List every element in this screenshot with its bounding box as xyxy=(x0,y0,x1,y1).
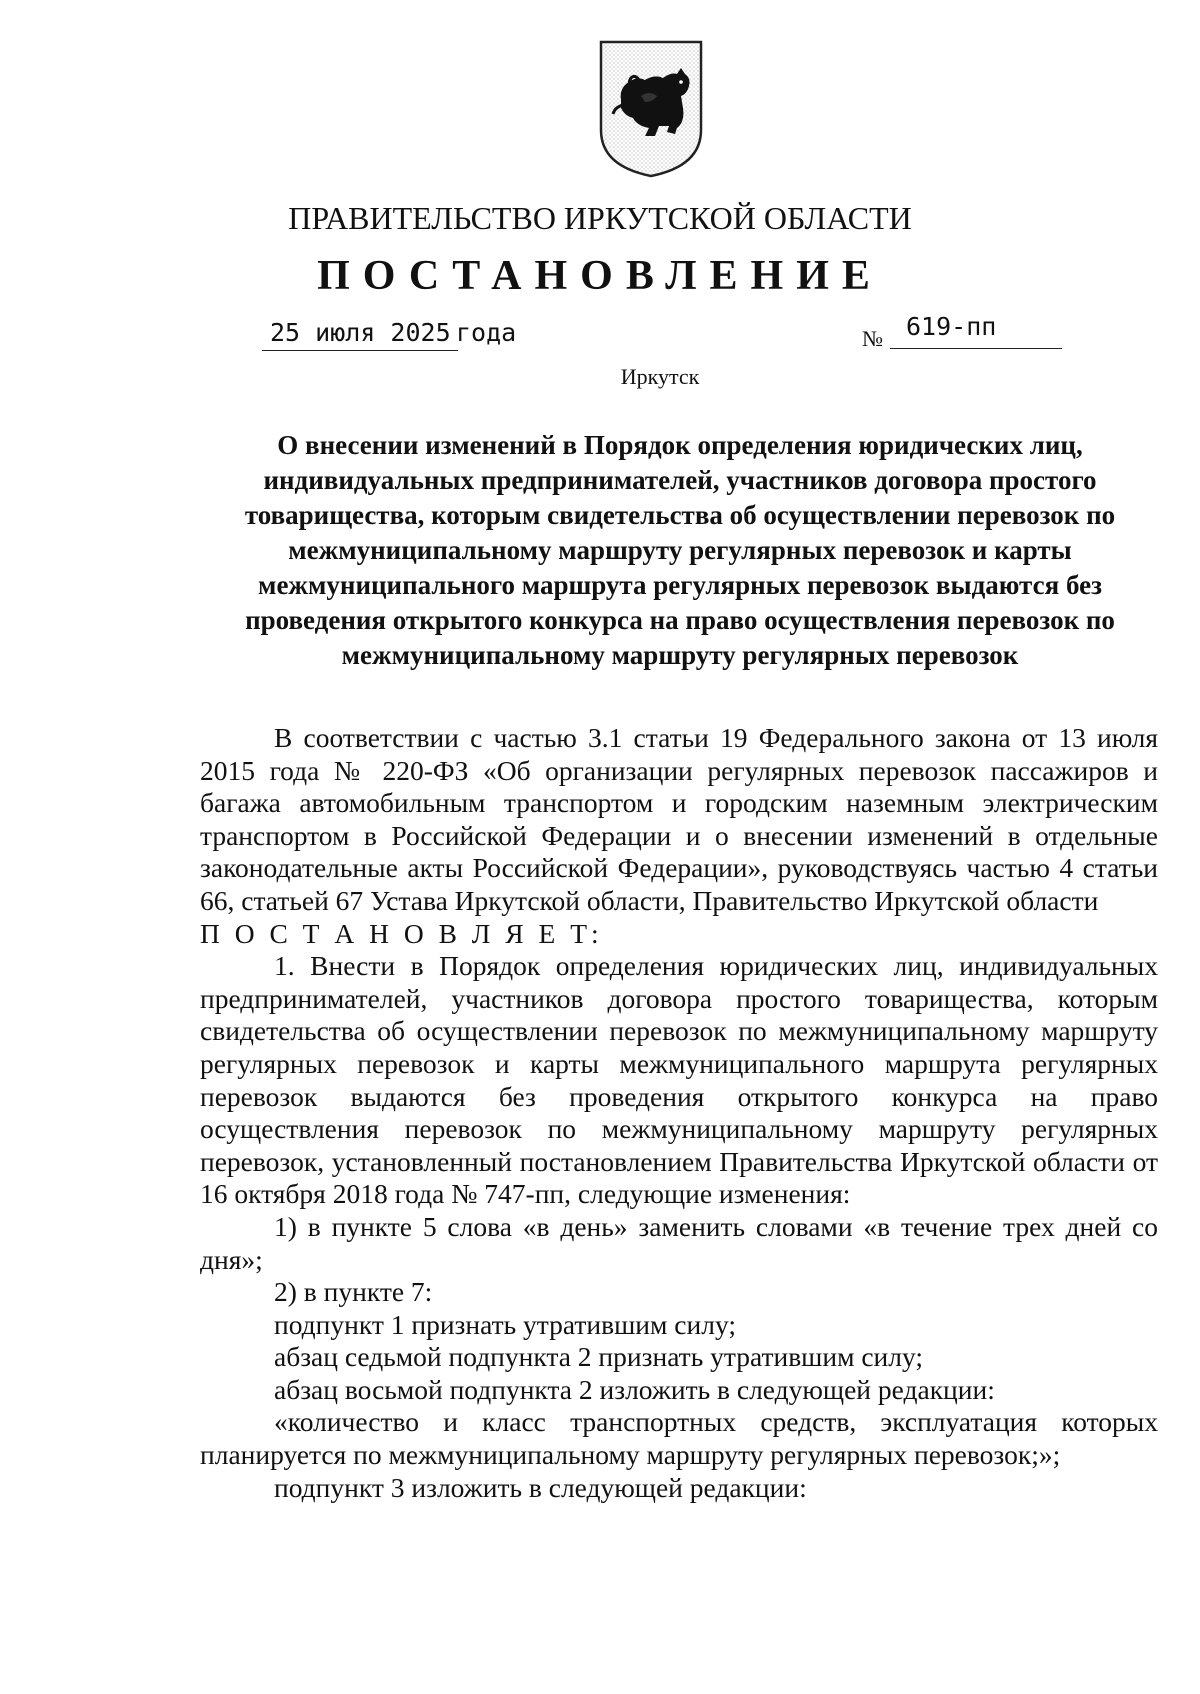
city-name: Иркутск xyxy=(620,364,700,389)
document-title: О внесении изменений в Порядок определения юридических лиц, индивидуальных предпринимателей, участников договора простого товарищества, которым свидетельства об осуществлении перевозок по межмуниципальному маршруту регулярных перевозок и карты межмуниципального маршрута регулярных перевозок выдаются без проведения открытого конкурса на право осуществления перевозок по межмуниципальному маршруту регулярных перевозок xyxy=(244,430,1116,670)
number-value: 619-пп xyxy=(906,312,997,341)
coat-of-arms-emblem xyxy=(597,38,705,178)
body-paragraph: подпункт 1 признать утратившим силу; xyxy=(274,1308,736,1340)
document-number xyxy=(862,312,1062,352)
body-paragraph: 1) в пункте 5 слова «в день» заменить словами «в течение трех дней со дня»; xyxy=(200,1210,1158,1275)
document-type: ПОСТАНОВЛЕНИЕ xyxy=(317,253,883,299)
date-underline xyxy=(262,350,458,351)
body-paragraph: «количество и класс транспортных средств, эксплуатация которых планируется по межмуниципальному маршруту регулярных перевозок;»; xyxy=(200,1406,1158,1471)
decree-word: П О С Т А Н О В Л Я Е Т: xyxy=(200,917,603,949)
number-underline xyxy=(890,348,1062,349)
preamble-paragraph: В соответствии с частью 3.1 статьи 19 Федерального закона от 13 июля 2015 года № 220-ФЗ «Об организации регулярных перевозок пассажиров и багажа автомобильным транспортом и городским наземным электрическим транспортом в Российской Федерации и о внесении изменений в отдельные законодательные акты Российской Федерации», руководствуясь частью 4 статьи 66, статьей 67 Устава Иркутской области, Правительство Иркутской области xyxy=(200,722,1158,916)
document-date xyxy=(262,318,568,358)
date-value: 25 июля 2025 xyxy=(270,318,451,347)
body-paragraph: абзац восьмой подпункта 2 изложить в следующей редакции: xyxy=(274,1373,995,1405)
body-paragraph: абзац седьмой подпункта 2 признать утратившим силу; xyxy=(274,1341,924,1373)
body-paragraph: подпункт 3 изложить в следующей редакции: xyxy=(274,1471,807,1503)
number-sign: № xyxy=(862,326,883,351)
date-suffix: года xyxy=(456,318,517,347)
document-body xyxy=(200,722,1158,1504)
body-paragraph: 2) в пункте 7: xyxy=(274,1276,433,1308)
babr-shield-icon xyxy=(597,38,705,178)
organization-name: ПРАВИТЕЛЬСТВО ИРКУТСКОЙ ОБЛАСТИ xyxy=(288,200,912,236)
body-paragraph: 1. Внести в Порядок определения юридических лиц, индивидуальных предпринимателей, участников договора простого товарищества, которым свидетельства об осуществлении перевозок по межмуниципальному маршруту регулярных перевозок и карты межмуниципального маршрута регулярных перевозок выдаются без проведения открытого конкурса на право осуществления перевозок по межмуниципальному маршруту регулярных перевозок, установленный постановлением Правительства Иркутской области от 16 октября 2018 года № 747-пп, следующие изменения: xyxy=(200,950,1158,1210)
